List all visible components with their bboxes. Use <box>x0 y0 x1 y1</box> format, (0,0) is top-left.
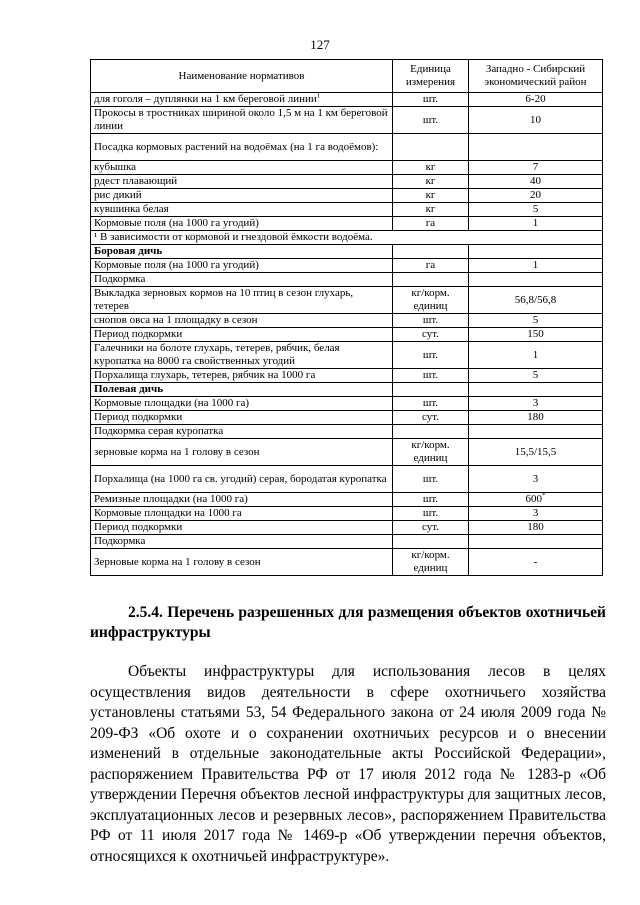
row-unit <box>393 383 469 397</box>
row-unit: шт. <box>393 342 469 369</box>
row-unit: шт. <box>393 466 469 493</box>
row-value-text: 5 <box>532 369 539 381</box>
row-name <box>91 245 393 259</box>
row-name <box>91 411 393 425</box>
row-name-text: Кормовые поля (на 1000 га угодий) <box>94 217 259 229</box>
row-value <box>469 439 603 466</box>
row-value <box>469 466 603 493</box>
table-row <box>91 397 603 411</box>
row-value-text: 5 <box>532 314 539 326</box>
row-name-text: Период подкормки <box>94 328 183 340</box>
footnote-marker: 1 <box>316 91 321 100</box>
row-name-text: Посадка кормовых растений на водоёмах (на 1 га водоёмов): <box>94 140 379 153</box>
row-name-text: кубышка <box>94 161 137 173</box>
row-name-text: Период подкормки <box>94 411 183 423</box>
row-name <box>91 273 393 287</box>
table-row <box>91 411 603 425</box>
table-row <box>91 134 603 161</box>
row-unit: шт. <box>393 314 469 328</box>
row-name <box>91 175 393 189</box>
row-value <box>469 245 603 259</box>
row-value <box>469 425 603 439</box>
row-name-text: Период подкормки <box>94 521 183 533</box>
row-name-text: рис дикий <box>94 189 142 201</box>
row-unit: га <box>393 259 469 273</box>
row-value <box>469 287 603 314</box>
table-row <box>91 175 603 189</box>
page-number: 127 <box>310 37 330 52</box>
table-row <box>91 535 603 549</box>
row-unit: шт. <box>393 369 469 383</box>
row-name <box>91 93 393 107</box>
row-value-text: 1 <box>532 259 539 271</box>
row-name <box>91 521 393 535</box>
table-header-row <box>91 60 603 93</box>
row-name <box>91 549 393 576</box>
row-name <box>91 493 393 507</box>
row-unit <box>393 245 469 259</box>
row-unit: кг/корм. единиц <box>393 439 469 466</box>
row-value-text: 3 <box>532 472 539 485</box>
table-row <box>91 466 603 493</box>
row-value <box>469 175 603 189</box>
row-name-text: Боровая дичь <box>94 245 163 257</box>
table-row <box>91 161 603 175</box>
row-value <box>469 397 603 411</box>
row-value <box>469 314 603 328</box>
row-name <box>91 466 393 493</box>
row-name <box>91 425 393 439</box>
row-unit: кг <box>393 161 469 175</box>
row-value-text: 15,5/15,5 <box>514 445 557 458</box>
row-unit: шт. <box>393 397 469 411</box>
row-name <box>91 328 393 342</box>
row-unit: кг/корм. единиц <box>393 287 469 314</box>
table-row <box>91 549 603 576</box>
row-value-text: 40 <box>530 175 541 187</box>
row-unit: шт. <box>393 507 469 521</box>
row-name-text: Зерновые корма на 1 голову в сезон <box>94 555 261 568</box>
row-name-text: Кормовые поля (на 1000 га угодий) <box>94 259 259 271</box>
row-name-text: рдест плавающий <box>94 175 178 187</box>
table-row <box>91 93 603 107</box>
row-name <box>91 342 393 369</box>
norms-table <box>90 59 603 576</box>
table-row <box>91 314 603 328</box>
row-value-text: 1 <box>532 348 539 361</box>
table-row <box>91 425 603 439</box>
row-unit: сут. <box>393 521 469 535</box>
row-unit: сут. <box>393 411 469 425</box>
row-value <box>469 383 603 397</box>
row-unit: кг <box>393 175 469 189</box>
row-name <box>91 107 393 134</box>
row-value <box>469 93 603 107</box>
row-unit: кг <box>393 203 469 217</box>
table-row <box>91 342 603 369</box>
row-unit: кг/корм. единиц <box>393 549 469 576</box>
row-value <box>469 134 603 161</box>
row-value <box>469 217 603 231</box>
row-value-text: - <box>533 555 538 568</box>
section-heading: 2.5.4. Перечень разрешенных для размещения объектов охотничьей инфраструктуры <box>90 604 606 641</box>
table-row <box>91 383 603 397</box>
table-body <box>91 93 603 576</box>
row-name-text: Полевая дичь <box>94 383 164 395</box>
row-value-text: 56,8/56,8 <box>514 293 557 306</box>
row-name-text: Прокосы в тростниках шириной около 1,5 м на 1 км береговой линии <box>94 107 388 132</box>
row-unit <box>393 273 469 287</box>
row-value-text: 20 <box>530 189 541 201</box>
row-value <box>469 493 603 507</box>
value-footnote-marker: * <box>542 491 546 500</box>
row-name <box>91 189 393 203</box>
row-value-text: 180 <box>527 411 544 423</box>
table-row <box>91 259 603 273</box>
row-value <box>469 107 603 134</box>
row-name-text: Галечники на болоте глухарь, тетерев, рябчик, белая куропатка на 8000 га свойственных угодий <box>94 342 340 367</box>
header-region: Западно - Сибирский экономический район <box>469 60 603 93</box>
row-value-text: 180 <box>527 521 544 533</box>
row-unit: га <box>393 217 469 231</box>
table-row <box>91 245 603 259</box>
row-name <box>91 507 393 521</box>
row-unit <box>393 425 469 439</box>
row-name-text: Ремизные площадки (на 1000 га) <box>94 493 248 505</box>
table-row <box>91 369 603 383</box>
table-row <box>91 287 603 314</box>
row-value <box>469 203 603 217</box>
row-value <box>469 549 603 576</box>
row-name-text: Подкормка серая куропатка <box>94 425 224 437</box>
row-name-text: Порхалища глухарь, тетерев, рябчик на 1000 га <box>94 369 316 381</box>
table-row <box>91 203 603 217</box>
row-value-text: 3 <box>532 507 539 519</box>
row-name-text: Кормовые площадки (на 1000 га) <box>94 397 250 409</box>
row-unit <box>393 134 469 161</box>
row-name <box>91 134 393 161</box>
row-unit: сут. <box>393 328 469 342</box>
row-value-text: 10 <box>530 113 541 126</box>
table-row <box>91 521 603 535</box>
row-unit: шт. <box>393 93 469 107</box>
row-name <box>91 397 393 411</box>
row-name <box>91 217 393 231</box>
footnote-cell: ¹ В зависимости от кормовой и гнездовой ёмкости водоёма. <box>91 231 603 245</box>
row-name <box>91 369 393 383</box>
row-value-text: 150 <box>527 328 544 340</box>
row-name <box>91 259 393 273</box>
row-name-text: Подкормка <box>94 273 146 285</box>
table-row <box>91 189 603 203</box>
header-unit: Единица измерения <box>393 60 469 93</box>
row-value-text: 5 <box>532 203 539 215</box>
table-row <box>91 107 603 134</box>
row-name-text: кувшинка белая <box>94 203 169 215</box>
row-unit: шт. <box>393 493 469 507</box>
footnote-row <box>91 231 603 245</box>
row-value-text: 3 <box>532 397 539 409</box>
table-row <box>91 328 603 342</box>
row-unit: кг <box>393 189 469 203</box>
row-value <box>469 411 603 425</box>
table-row <box>91 273 603 287</box>
row-value <box>469 328 603 342</box>
row-name <box>91 203 393 217</box>
row-value-text: 6-20 <box>525 93 546 105</box>
row-name-text: Кормовые площадки на 1000 га <box>94 507 242 519</box>
row-value-text: 1 <box>532 217 539 229</box>
row-name-text: Выкладка зерновых кормов на 10 птиц в сезон глухарь, тетерев <box>94 287 354 312</box>
row-name-text: для гоголя – дуплянки на 1 км береговой линии <box>94 93 317 105</box>
row-name-text: снопов овса на 1 площадку в сезон <box>94 314 258 326</box>
row-value <box>469 161 603 175</box>
row-unit <box>393 535 469 549</box>
row-name-text: Порхалища (на 1000 га св. угодий) серая, бородатая куропатка <box>94 472 387 485</box>
table-row <box>91 493 603 507</box>
row-value <box>469 521 603 535</box>
row-value <box>469 273 603 287</box>
table-row <box>91 217 603 231</box>
row-value <box>469 369 603 383</box>
row-name-text: Подкормка <box>94 535 146 547</box>
table-row <box>91 439 603 466</box>
row-name <box>91 535 393 549</box>
row-unit: шт. <box>393 107 469 134</box>
row-value <box>469 189 603 203</box>
row-value-text: 600 <box>525 493 542 505</box>
row-name <box>91 287 393 314</box>
table-row <box>91 507 603 521</box>
row-value <box>469 535 603 549</box>
row-name <box>91 439 393 466</box>
header-name: Наименование нормативов <box>91 60 393 93</box>
body-paragraph: Объекты инфраструктуры для использования лесов в целях осуществления видов деятельности в сфере охотничьего хозяйства установлены статьями 53, 54 Федерального закона от 24 июля 2009 года № 209-ФЗ «Об охоте и о сохранении охотничьих ресурсов и о внесении изменений в отдельные законодательные акты Российской Федерации», распоряжением Правительства РФ от 17 июля 2012 года № 1283-р «Об утверждении Перечня объектов лесной инфраструктуры для защитных лесов, эксплуатационных лесов и резервных лесов», распоряжением Правительства РФ от 11 июля 2017 года № 1469-р «Об утверждении перечня объектов, относящихся к охотничьей инфраструктуре». <box>90 663 606 865</box>
row-name <box>91 161 393 175</box>
row-value <box>469 342 603 369</box>
row-name <box>91 383 393 397</box>
row-value-text: 7 <box>532 161 539 173</box>
row-value <box>469 507 603 521</box>
row-name-text: зерновые корма на 1 голову в сезон <box>94 445 260 458</box>
row-value <box>469 259 603 273</box>
row-name <box>91 314 393 328</box>
